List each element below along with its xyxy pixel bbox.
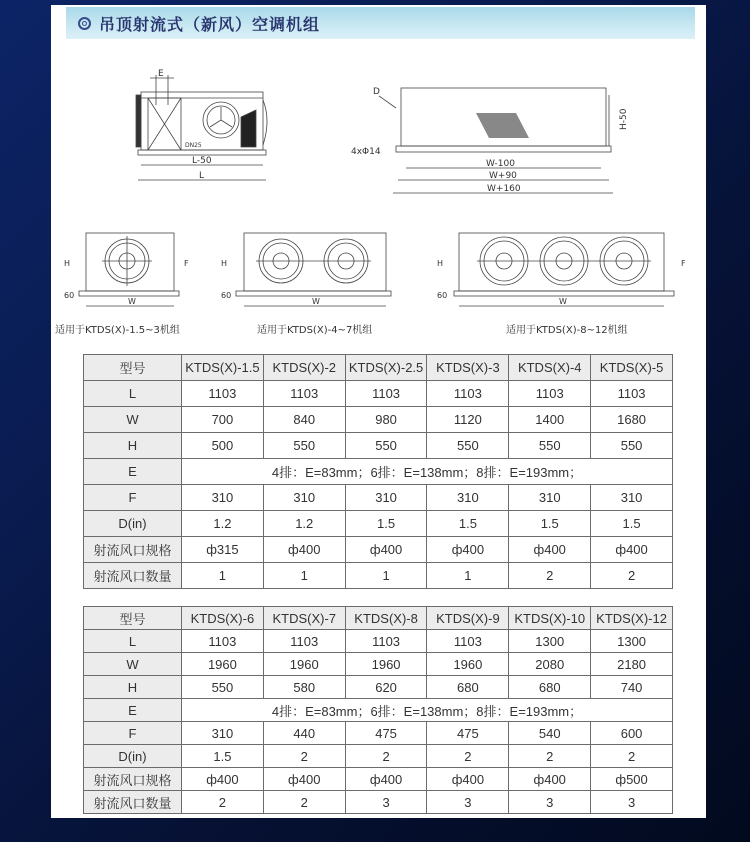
table-cell: 2 xyxy=(263,745,345,768)
svg-text:W: W xyxy=(559,297,567,306)
table-cell: 1103 xyxy=(427,630,509,653)
table-cell: 3 xyxy=(509,791,591,814)
table-row xyxy=(84,381,673,407)
row-label: E xyxy=(84,459,182,485)
row-label: E xyxy=(84,699,182,722)
table-cell: 550 xyxy=(427,433,509,459)
svg-text:W-100: W-100 xyxy=(486,159,515,169)
table-cell: 3 xyxy=(427,791,509,814)
table-cell: 580 xyxy=(263,676,345,699)
row-label: H xyxy=(84,676,182,699)
model-cell: KTDS(X)-8 xyxy=(345,607,427,630)
table-cell: ф400 xyxy=(345,537,427,563)
table-cell: ф400 xyxy=(182,768,264,791)
table-row xyxy=(84,537,673,563)
table-cell: 680 xyxy=(509,676,591,699)
front-view-2-caption: 适用于KTDS(X)-4~7机组 xyxy=(257,325,373,336)
table-row xyxy=(84,630,673,653)
table-cell: 550 xyxy=(345,433,427,459)
table-cell: 1103 xyxy=(509,381,591,407)
svg-text:W: W xyxy=(312,297,320,306)
table-cell: 2 xyxy=(182,791,264,814)
table-cell: 2080 xyxy=(509,653,591,676)
table-cell: ф500 xyxy=(591,768,673,791)
section-title: 吊顶射流式（新风）空调机组 xyxy=(99,14,321,34)
double-circle-icon xyxy=(78,17,91,30)
svg-text:H: H xyxy=(221,259,228,268)
table-header-row xyxy=(84,355,673,381)
table-row xyxy=(84,676,673,699)
table-cell: 310 xyxy=(182,485,264,511)
front-view-1-outlet xyxy=(54,228,189,313)
table-row xyxy=(84,768,673,791)
table-cell: 2 xyxy=(509,745,591,768)
table-cell: 2 xyxy=(427,745,509,768)
table-cell: 1960 xyxy=(345,653,427,676)
table-row xyxy=(84,459,673,485)
row-label: D(in) xyxy=(84,511,182,537)
table-cell: 1.5 xyxy=(345,511,427,537)
model-cell: KTDS(X)-3 xyxy=(427,355,509,381)
table-cell: 310 xyxy=(509,485,591,511)
section-title-band xyxy=(66,7,695,39)
table-cell: 600 xyxy=(591,722,673,745)
svg-text:L: L xyxy=(199,171,205,181)
table-row xyxy=(84,653,673,676)
table-cell: 1.2 xyxy=(182,511,264,537)
table-row xyxy=(84,722,673,745)
table-cell: 1.5 xyxy=(591,511,673,537)
table-cell: 700 xyxy=(182,407,264,433)
table-cell: 1103 xyxy=(182,381,264,407)
table-row xyxy=(84,407,673,433)
table-cell: 550 xyxy=(509,433,591,459)
table-cell: ф400 xyxy=(591,537,673,563)
table-cell: ф400 xyxy=(345,768,427,791)
table-cell: 500 xyxy=(182,433,264,459)
front-view-1-caption: 适用于KTDS(X)-1.5~3机组 xyxy=(55,325,180,336)
table-cell: 550 xyxy=(263,433,345,459)
row-label: W xyxy=(84,653,182,676)
svg-text:H-50: H-50 xyxy=(619,108,629,130)
table-cell: 1 xyxy=(345,563,427,589)
merged-cell: 4排：E=83mm；6排：E=138mm；8排：E=193mm； xyxy=(182,699,673,722)
svg-text:4xΦ14: 4xΦ14 xyxy=(351,147,381,157)
row-label: 射流风口规格 xyxy=(84,537,182,563)
svg-text:W+160: W+160 xyxy=(487,184,521,194)
table-cell: 840 xyxy=(263,407,345,433)
table-cell: 1300 xyxy=(509,630,591,653)
table-cell: 1.5 xyxy=(509,511,591,537)
row-label: H xyxy=(84,433,182,459)
table-cell: 475 xyxy=(427,722,509,745)
table-row xyxy=(84,699,673,722)
row-label: F xyxy=(84,485,182,511)
table-cell: 540 xyxy=(509,722,591,745)
front-view-2-outlets xyxy=(216,228,396,313)
table-cell: 2 xyxy=(591,745,673,768)
table-cell: 310 xyxy=(591,485,673,511)
model-cell: KTDS(X)-5 xyxy=(591,355,673,381)
table-cell: 1.5 xyxy=(182,745,264,768)
table-row xyxy=(84,511,673,537)
table-cell: 680 xyxy=(427,676,509,699)
table-cell: 310 xyxy=(427,485,509,511)
row-label: 射流风口规格 xyxy=(84,768,182,791)
front-view-3-caption: 适用于KTDS(X)-8~12机组 xyxy=(506,325,628,336)
side-view-drawing xyxy=(126,65,286,195)
table-cell: 310 xyxy=(263,485,345,511)
svg-text:H: H xyxy=(437,259,444,268)
svg-text:H: H xyxy=(64,259,71,268)
merged-cell: 4排：E=83mm；6排：E=138mm；8排：E=193mm； xyxy=(182,459,673,485)
model-cell: KTDS(X)-10 xyxy=(509,607,591,630)
table-cell: 980 xyxy=(345,407,427,433)
table-row xyxy=(84,563,673,589)
model-cell: KTDS(X)-1.5 xyxy=(182,355,264,381)
table-cell: ф400 xyxy=(427,537,509,563)
row-label: F xyxy=(84,722,182,745)
table-cell: 1103 xyxy=(591,381,673,407)
table-cell: 2 xyxy=(509,563,591,589)
table-cell: 1 xyxy=(182,563,264,589)
svg-text:F: F xyxy=(681,259,686,268)
model-cell: KTDS(X)-2 xyxy=(263,355,345,381)
table-cell: 3 xyxy=(591,791,673,814)
front-view-3-outlets xyxy=(429,228,699,313)
table-cell: ф400 xyxy=(509,537,591,563)
header-label: 型号 xyxy=(84,355,182,381)
model-cell: KTDS(X)-6 xyxy=(182,607,264,630)
table-cell: ф400 xyxy=(263,768,345,791)
table-cell: 550 xyxy=(182,676,264,699)
svg-text:D: D xyxy=(373,87,380,97)
table-cell: 1960 xyxy=(182,653,264,676)
svg-text:60: 60 xyxy=(221,291,232,300)
table-cell: 1400 xyxy=(509,407,591,433)
model-cell: KTDS(X)-7 xyxy=(263,607,345,630)
row-label: 射流风口数量 xyxy=(84,563,182,589)
table-cell: 1.2 xyxy=(263,511,345,537)
table-cell: 1103 xyxy=(263,630,345,653)
table-cell: 1960 xyxy=(427,653,509,676)
content-panel xyxy=(51,5,706,818)
table-cell: 1103 xyxy=(182,630,264,653)
spec-table-2 xyxy=(83,606,673,814)
svg-text:60: 60 xyxy=(64,291,75,300)
svg-text:W+90: W+90 xyxy=(489,171,517,181)
table-cell: 1120 xyxy=(427,407,509,433)
spec-table-1 xyxy=(83,354,673,589)
svg-text:60: 60 xyxy=(437,291,448,300)
model-cell: KTDS(X)-12 xyxy=(591,607,673,630)
table-cell: 475 xyxy=(345,722,427,745)
model-cell: KTDS(X)-9 xyxy=(427,607,509,630)
table-cell: ф400 xyxy=(509,768,591,791)
table-cell: 620 xyxy=(345,676,427,699)
table-cell: 1960 xyxy=(263,653,345,676)
row-label: L xyxy=(84,381,182,407)
table-cell: 1.5 xyxy=(427,511,509,537)
table-cell: 1103 xyxy=(345,381,427,407)
header-label: 型号 xyxy=(84,607,182,630)
table-cell: 550 xyxy=(591,433,673,459)
table-cell: 1 xyxy=(427,563,509,589)
table-cell: 740 xyxy=(591,676,673,699)
table-header-row xyxy=(84,607,673,630)
svg-text:DN25: DN25 xyxy=(185,142,202,149)
table-cell: 2180 xyxy=(591,653,673,676)
table-row xyxy=(84,485,673,511)
table-cell: 1103 xyxy=(263,381,345,407)
top-view-drawing xyxy=(351,80,641,200)
table-cell: 1 xyxy=(263,563,345,589)
table-cell: 2 xyxy=(591,563,673,589)
table-cell: 2 xyxy=(345,745,427,768)
model-cell: KTDS(X)-2.5 xyxy=(345,355,427,381)
row-label: D(in) xyxy=(84,745,182,768)
svg-text:F: F xyxy=(184,259,189,268)
table-row xyxy=(84,745,673,768)
table-cell: 1680 xyxy=(591,407,673,433)
table-cell: 2 xyxy=(263,791,345,814)
svg-text:L-50: L-50 xyxy=(192,156,212,166)
row-label: L xyxy=(84,630,182,653)
table-cell: ф315 xyxy=(182,537,264,563)
table-row xyxy=(84,791,673,814)
row-label: W xyxy=(84,407,182,433)
svg-text:E: E xyxy=(158,69,164,79)
table-cell: 310 xyxy=(345,485,427,511)
table-cell: 3 xyxy=(345,791,427,814)
model-cell: KTDS(X)-4 xyxy=(509,355,591,381)
table-cell: 440 xyxy=(263,722,345,745)
table-cell: 1300 xyxy=(591,630,673,653)
table-cell: 1103 xyxy=(345,630,427,653)
svg-text:W: W xyxy=(128,297,136,306)
table-row xyxy=(84,433,673,459)
table-cell: 1103 xyxy=(427,381,509,407)
table-cell: 310 xyxy=(182,722,264,745)
table-cell: ф400 xyxy=(263,537,345,563)
row-label: 射流风口数量 xyxy=(84,791,182,814)
table-cell: ф400 xyxy=(427,768,509,791)
